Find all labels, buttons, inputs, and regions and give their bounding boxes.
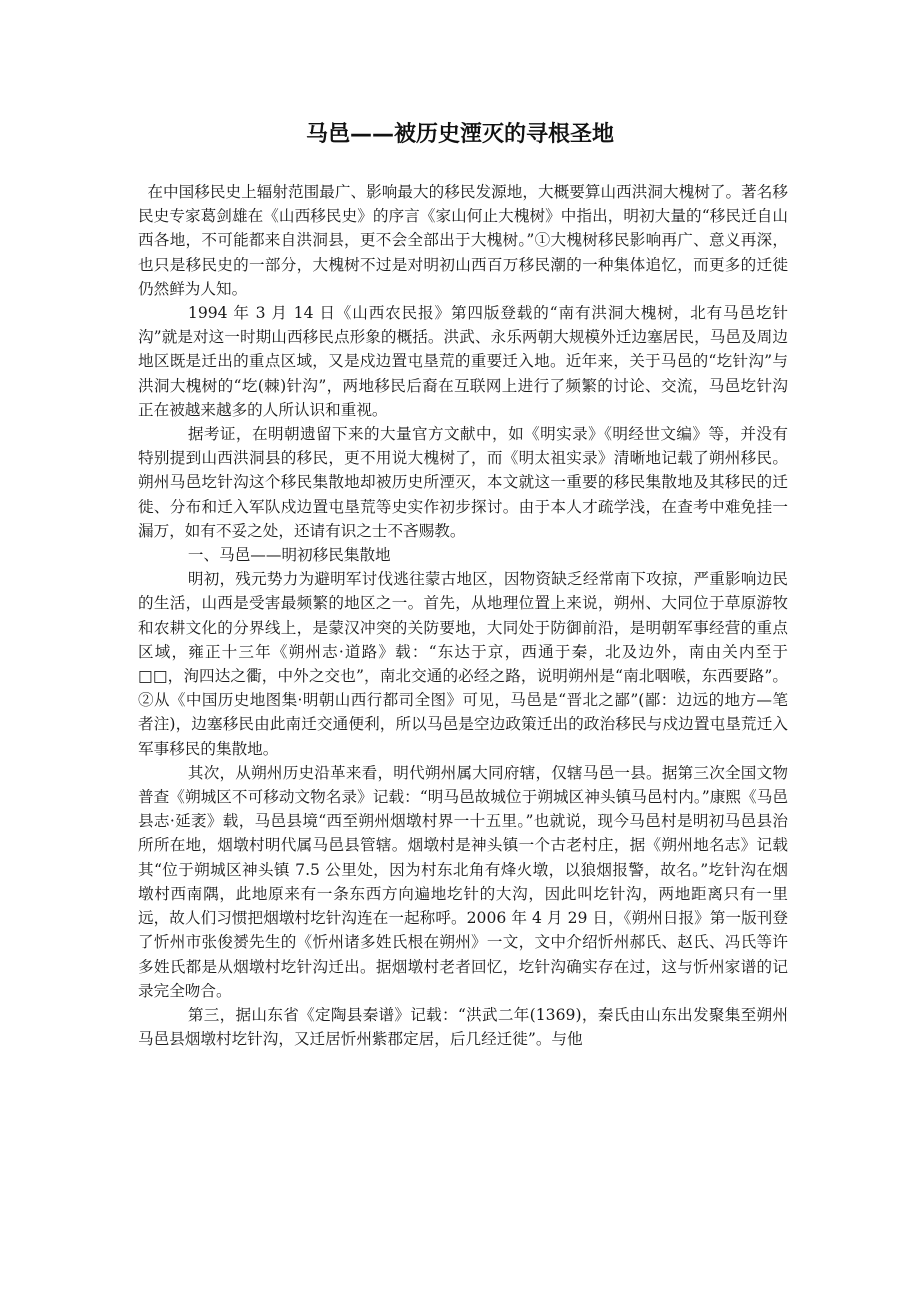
paragraph-6: 第三，据山东省《定陶县秦谱》记载：“洪武二年(1369)，秦氏由山东出发聚集至朔州马邑县烟墩村圪针沟，又迁居忻州紫郡定居，后几经迁徙”。与他 <box>138 1005 788 1049</box>
section-heading-1: 一、马邑——明初移民集散地 <box>187 546 391 565</box>
paragraph-1: 在中国移民史上辐射范围最广、影响最大的移民发源地，大概要算山西洪洞大槐树了。著名移民史专家葛剑雄在《山西移民史》的序言《家山何止大槐树》中指出，明初大量的“移民迁自山西各地，不可能都来自洪洞县，更不会全部出于大槐树。”①大槐树移民影响再广、意义再深，也只是移民史的一部分，大槐树不过是对明初山西百万移民潮的一种集体追忆，而更多的迁徙仍然鲜为人知。 <box>138 183 788 298</box>
document-title: 马邑——被历史湮灭的寻根圣地 <box>305 122 614 147</box>
paragraph-2: 1994 年 3 月 14 日《山西农民报》第四版登载的“南有洪洞大槐树，北有马邑圪针沟”就是对这一时期山西移民点形象的概括。洪武、永乐两朝大规模外迁边塞居民，马邑及周边地区既是迁出的重点区域，又是戍边置屯垦荒的重要迁入地。近年来，关于马邑的“圪针沟”与洪洞大槐树的“圪(棘)针沟”，两地移民后裔在互联网上进行了频繁的讨论、交流，马邑圪针沟正在被越来越多的人所认识和重视。 <box>138 304 788 419</box>
document-body <box>138 180 788 1051</box>
paragraph-4: 明初，残元势力为避明军讨伐逃往蒙古地区，因物资缺乏经常南下攻掠，严重影响边民的生活，山西是受害最频繁的地区之一。首先，从地理位置上来说，朔州、大同位于草原游牧和农耕文化的分界线上，是蒙汉冲突的关防要地，大同处于防御前沿，是明朝军事经营的重点区域，雍正十三年《朔州志·道路》载：“东达于京，西通于秦，北及边外，南由关内至于□□，洵四达之衢，中外之交也”，南北交通的必经之路，说明朔州是“南北咽喉，东西要路”。②从《中国历史地图集·明朝山西行都司全图》可见，马邑是“晋北之鄙”(鄙：边远的地方—笔者注)，边塞移民由此南迁交通便利，所以马邑是空边政策迁出的政治移民与戍边置屯垦荒迁入军事移民的集散地。 <box>138 570 788 758</box>
paragraph-5: 其次，从朔州历史沿革来看，明代朔州属大同府辖，仅辖马邑一县。据第三次全国文物普查《朔城区不可移动文物名录》记载：“明马邑故城位于朔城区神头镇马邑村内。”康熙《马邑县志·延袤》载，马邑县境“西至朔州烟墩村界一十五里。”也就说，现今马邑村是明初马邑县治所所在地，烟墩村明代属马邑县管辖。烟墩村是神头镇一个古老村庄，据《朔州地名志》记载其“位于朔城区神头镇 7.5 公里处，因为村东北角有烽火墩，以狼烟报警，故名。”圪针沟在烟墩村西南隅，此地原来有一条东西方向遍地圪针的大沟，因此叫圪针沟，两地距离只有一里远，故人们习惯把烟墩村圪针沟连在一起称呼。2006 年 4 月 29 日，《朔州日报》第一版刊登了忻州市张俊赟先生的《忻州诸多姓氏根在朔州》一文，文中介绍忻州郝氏、赵氏、冯氏等许多姓氏都是从烟墩村圪针沟迁出。据烟墩村老者回忆，圪针沟确实存在过，这与忻州家谱的记录完全吻合。 <box>138 763 788 1000</box>
paragraph-3: 据考证，在明朝遗留下来的大量官方文献中，如《明实录》《明经世文编》等，并没有特别提到山西洪洞县的移民，更不用说大槐树了，而《明太祖实录》清晰地记载了朔州移民。朔州马邑圪针沟这个移民集散地却被历史所湮灭，本文就这一重要的移民集散地及其移民的迁徙、分布和迁入军队戍边置屯垦荒等史实作初步探讨。由于本人才疏学浅，在查考中难免挂一漏万，如有不妥之处，还请有识之士不吝赐教。 <box>138 425 788 540</box>
